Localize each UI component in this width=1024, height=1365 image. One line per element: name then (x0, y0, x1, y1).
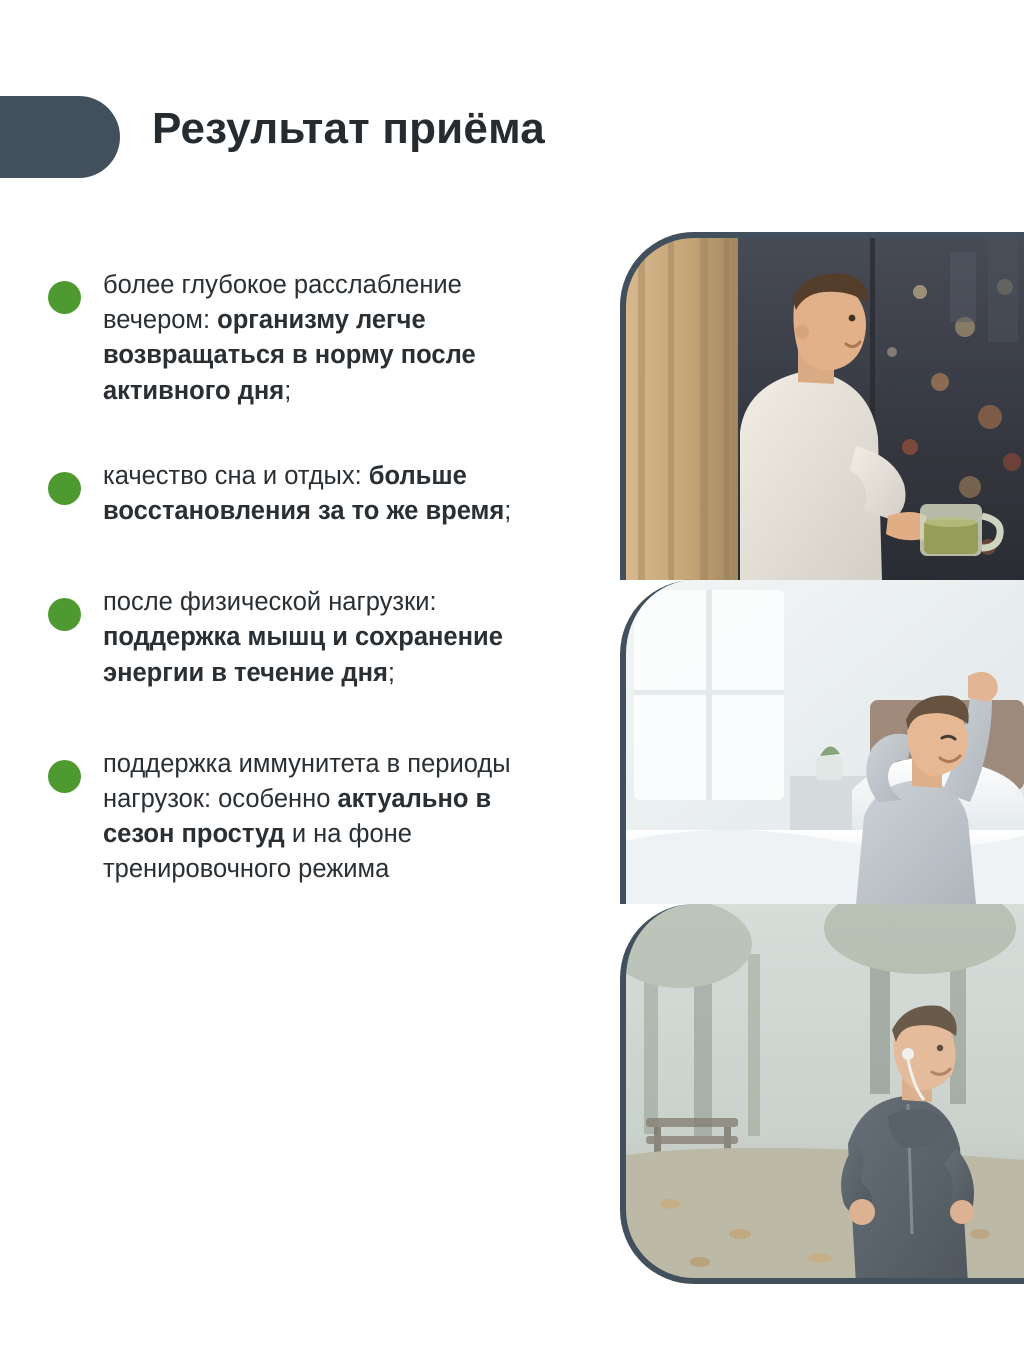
bullet-dot-icon (48, 760, 81, 793)
list-item-text: после физической нагрузки: поддержка мышц и сохранение энергии в течение дня; (103, 588, 503, 687)
list-item (48, 747, 568, 888)
list-item-text: качество сна и отдых: больше восстановления за то же время; (103, 461, 512, 525)
header-accent-block (0, 96, 120, 178)
list-item-text: более глубокое расслабление вечером: организму легче возвращаться в норму после активного дня; (103, 271, 476, 405)
list-item-text: поддержка иммунитета в периоды нагрузок: особенно актуально в сезон простуд и на фоне тренировочного режима (103, 749, 511, 884)
bullet-dot-icon (48, 472, 81, 505)
list-item (48, 459, 568, 529)
bullet-dot-icon (48, 281, 81, 314)
photo-man-jogging (620, 904, 1024, 1284)
benefit-list (48, 268, 568, 887)
list-item (48, 268, 568, 409)
bullet-dot-icon (48, 598, 81, 631)
photo-man-with-tea (620, 232, 1024, 580)
photo-stack (620, 232, 1024, 1284)
page-title: Результат приёма (152, 104, 545, 153)
photo-man-stretching (620, 580, 1024, 904)
list-item (48, 585, 568, 691)
